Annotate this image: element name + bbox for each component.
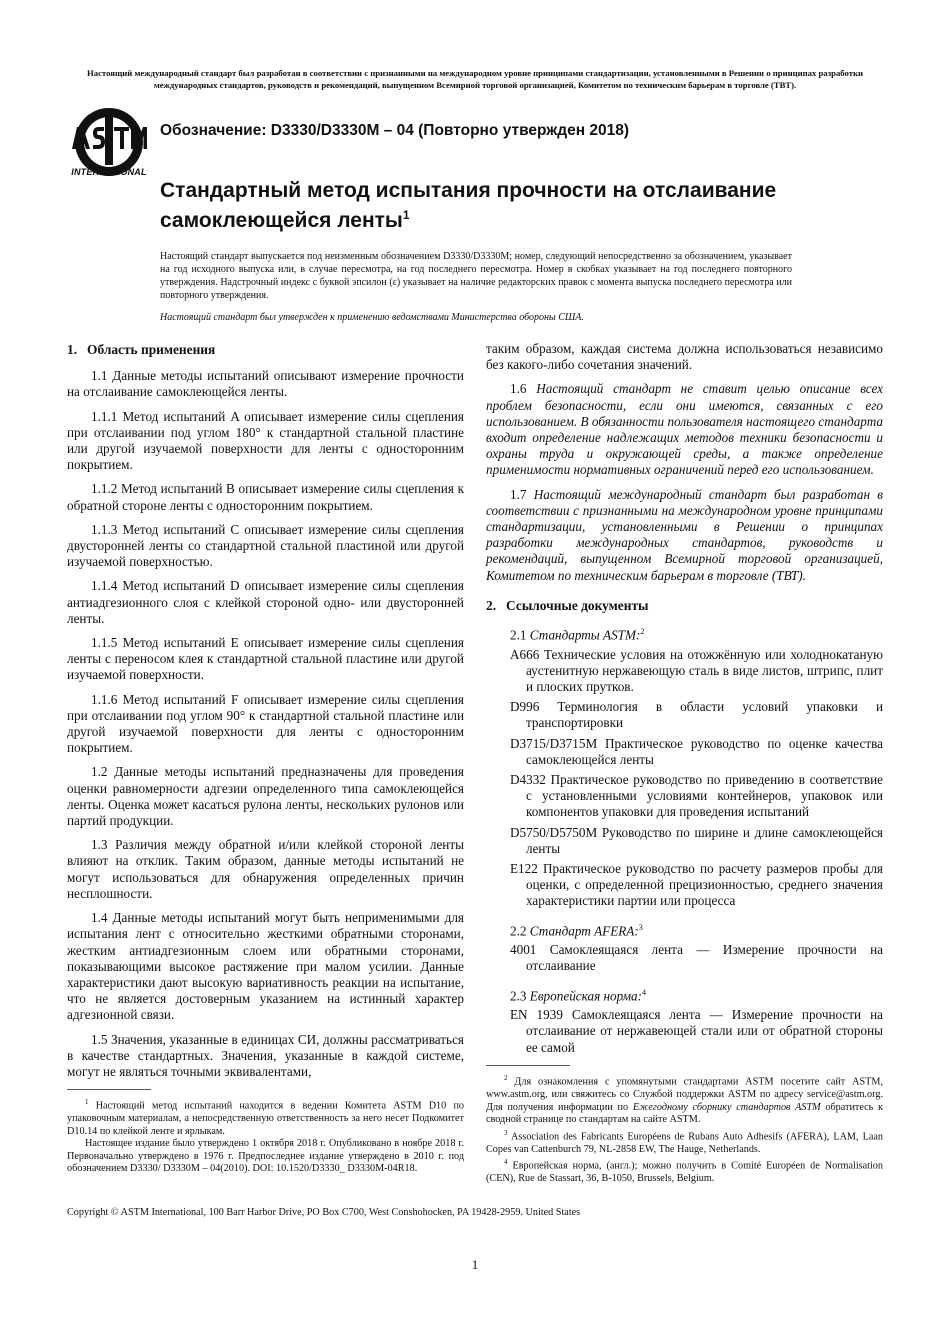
reference-item: D3715/D3715M Практическое руководство по оценке качества самоклеющейся ленты	[510, 735, 883, 767]
paragraph-1-6	[486, 381, 883, 478]
section-title: Ссылочные документы	[506, 597, 649, 613]
section-number: 2.	[486, 597, 497, 613]
paragraph-1-1-4: 1.1.4 Метод испытаний D описывает измерение силы сцепления антиадгезионного слоя с клейкой стороной одно- или двусторонней ленты.	[67, 578, 464, 626]
paragraph-1-1-6: 1.1.6 Метод испытаний F описывает измерение силы сцепления при отслаивании под углом 90° к стандартной стальной пластине или другой изучаемой поверхности для ленты с односторонним покрытием.	[67, 691, 464, 756]
reference-item: 4001 Самоклеящаяся лента — Измерение прочности на отслаивание	[510, 942, 883, 974]
astm-logo	[63, 105, 155, 181]
footnote-mark: 3	[638, 922, 643, 932]
footnote-text: Настоящий метод испытаний находится в ведении Комитета ASTM D10 по упаковочным материалам, а непосредственную ответственность за него несет Подкомитет D10.14 по клейкой ленте и ярлыкам.	[67, 1100, 464, 1137]
footnote-italic-text: Ежегодному сборнику стандартов ASTM	[632, 1101, 821, 1113]
paragraph-1-1-5: 1.1.5 Метод испытаний E описывает измерение силы сцепления ленты с переносом клея к стандартной стальной пластине или другой изучаемой поверхности.	[67, 635, 464, 683]
section-number: 1.	[67, 342, 78, 357]
top-notice: Настоящий международный стандарт был разработан в соответствии с признанными на международном уровне принципами стандартизации, установленными в Решении о принципах разработки международных стандартов, руководств и рекомендаций, выпущенном Всемирной торговой организацией, Комитетом по техническим барьерам в торговле (ТВТ).	[86, 68, 864, 90]
title-text: Стандартный метод испытания прочности на отслаивание самоклеющейся ленты	[160, 179, 777, 232]
paragraph-1-1: 1.1 Данные методы испытаний описывают измерение прочности на отслаивание самоклеющейся ленты.	[67, 368, 464, 400]
subsection-2-1	[486, 624, 883, 644]
footnote-text: обратитесь к сводной странице по стандартам на сайте ASTM.	[486, 1101, 883, 1126]
footnote-mark: 2	[640, 627, 645, 637]
reference-item: D996 Терминология в области условий упаковки и транспортировки	[510, 699, 883, 731]
footnote-text: Европейская норма, (англ.); можно получить в Comité Européen de Normalisation (CEN), Rue de Stassart, 36, B-1050, Brussels, Belgium.	[486, 1160, 883, 1185]
footnote-3	[486, 1127, 883, 1157]
page-title	[160, 178, 780, 233]
right-column	[486, 341, 883, 1060]
footnotes-right	[486, 1065, 883, 1186]
page-number: 1	[471, 1257, 479, 1272]
footnote-rule	[67, 1089, 151, 1090]
paragraph-text: Настоящий международный стандарт был разработан в соответствии с признанными на международном уровне принципами стандартизации, установленными в Решении о принципах разработки международных стандартов, руководств и рекомендаций, выпущенном Всемирной торговой организацией, Комитетом по техническим барьерам в торговле (ТВТ).	[486, 486, 883, 583]
subsection-number: 2.3	[510, 988, 527, 1004]
footnote-4	[486, 1156, 883, 1186]
section-2-heading	[486, 598, 883, 614]
paragraph-1-1-2: 1.1.2 Метод испытаний B описывает измерение силы сцепления к обратной стороне ленты с односторонним покрытием.	[67, 481, 464, 513]
paragraph-1-2: 1.2 Данные методы испытаний предназначены для проведения оценки равномерности адгезии определенного типа самоклеющейся ленты. Оценка может касаться рулона ленты, нескольких рулонов или партий продукции.	[67, 764, 464, 829]
intro-approval: Настоящий стандарт был утвержден к применению ведомствами Министерства обороны США.	[160, 312, 584, 323]
subsection-2-2	[486, 920, 883, 940]
reference-item: E122 Практическое руководство по расчету размеров пробы для оценки, с определенной прецизионностью, среднего значения характеристики партии или процесса	[510, 861, 883, 909]
footnote-mark: 4	[504, 1158, 508, 1167]
reference-item: D4332 Практическое руководство по приведению в соответствие с установленными условиями контейнеров, упаковок или компонентов упаковки для проведения испытаний	[510, 772, 883, 820]
intro-paragraph: Настоящий стандарт выпускается под неизменным обозначением D3330/D3330M; номер, следующий непосредственно за обозначением, указывает на год исходного выпуска или, в случае пересмотра, на год последнего пересмотра. Номер в скобках указывает на год последнего повторного утверждения. Надстрочный индекс с буквой эпсилон (ε) указывает на наличие редакторских правок с момента выпуска последнего пересмотра или повторного утверждения.	[160, 251, 792, 301]
footnote-rule	[486, 1065, 570, 1066]
footnote-mark: 1	[85, 1098, 89, 1106]
section-1-heading	[67, 342, 464, 358]
paragraph-1-1-1: 1.1.1 Метод испытаний A описывает измерение силы сцепления при отслаивании под углом 180° к стандартной стальной пластине или другой изучаемой поверхности для ленты с односторонним покрытием.	[67, 408, 464, 473]
paragraph-1-1-3: 1.1.3 Метод испытаний C описывает измерение силы сцепления двусторонней ленты со стандартной стальной пластиной или другой изучаемой поверхностью.	[67, 521, 464, 570]
footnote-2	[486, 1072, 883, 1127]
subsection-number: 2.1	[510, 627, 527, 643]
footnote-1b: Настоящее издание было утверждено 1 октября 2018 г. Опубликовано в ноябре 2018 г. Первоначально утверждено в 1976 г. Предпоследнее издание утверждено в 2010 г. под обозначением D3330/ D3330M – 04(2010). DOI: 10.1520/D3330_ D3330M-04R18.	[67, 1138, 464, 1175]
paragraph-1-5: 1.5 Значения, указанные в единицах СИ, должны рассматриваться в качестве стандартных. Значения, указанные в каждой системе, могут не являться точными эквивалентами,	[67, 1031, 464, 1079]
paragraph-text: Настоящий стандарт не ставит целью описание всех проблем безопасности, если они имеются, связанных с его использованием. В обязанности пользователя настоящего стандарта входит определение надлежащих методов техники безопасности и охраны труда и окружающей среды, а также определение применимости нормативных ограничений перед его использованием.	[486, 381, 884, 478]
footnote-mark: 2	[504, 1074, 508, 1082]
paragraph-1-7	[486, 487, 883, 584]
paragraph-1-4: 1.4 Данные методы испытаний могут быть неприменимыми для испытания лент с относительно жесткими обратными сторонами, жестким антиадгезионным слоем или обратными сторонами, показывающими высокое растяжение при малом усилии. Данные характеристики дают высокую вариативность реакции на испытание, что не является достоверным указанием на истинный характер адгезионной связи.	[67, 910, 464, 1023]
copyright-line: Copyright © ASTM International, 100 Barr Harbor Drive, PO Box C700, West Conshohocken, PA 19428-2959. United States	[67, 1207, 581, 1218]
footnote-1	[67, 1096, 464, 1138]
reference-item: EN 1939 Самоклеящаяся лента — Измерение прочности на отслаивание от нержавеющей стали или от обратной стороны ее самой	[510, 1007, 883, 1055]
paragraph-number: 1.7	[510, 486, 527, 502]
subsection-2-3	[486, 985, 883, 1005]
paragraph-1-5-cont: таким образом, каждая система должна использоваться независимо без какого-либо сочетания значений.	[486, 341, 883, 373]
paragraph-number: 1.6	[510, 381, 527, 397]
footnote-mark: 3	[504, 1128, 508, 1137]
title-footnote-mark: 1	[402, 208, 410, 222]
reference-item: D5750/D5750M Руководство по ширине и длине самоклеющейся ленты	[510, 824, 883, 856]
reference-item: A666 Технические условия на отожжённую или холоднокатаную аустенитную нержавеющую сталь в виде листов, штрипс, плит и плоских прутков.	[510, 646, 883, 695]
footnotes-left	[67, 1089, 464, 1176]
subsection-number: 2.2	[510, 923, 527, 939]
paragraph-1-3: 1.3 Различия между обратной и/или клейкой стороной ленты влияют на отклик. Таким образом, данные методы испытаний не могут использоваться для обнаружения определенных причин несплошности.	[67, 837, 464, 901]
subsection-title: Европейская норма:	[529, 988, 642, 1004]
designation: Обозначение: D3330/D3330M – 04 (Повторно утвержден 2018)	[160, 122, 630, 139]
footnote-text: Association des Fabricants Européens de Rubans Auto Adhesifs (AFERA), LAM, Laan Copes van Cattenburch 79, NL-2858 EW, The Hauge, Netherlands.	[486, 1131, 883, 1155]
section-title: Область применения	[87, 342, 216, 357]
subsection-title: Стандарты ASTM:	[529, 627, 641, 643]
footnote-mark: 4	[641, 987, 646, 997]
logo-caption: INTERNATIONAL	[71, 167, 147, 177]
left-column	[67, 341, 464, 1088]
subsection-title: Стандарт AFERA:	[529, 923, 639, 939]
footnote-text: Для ознакомления с упомянутыми стандартами ASTM посетите сайт ASTM, www.astm.org, или свяжитесь со Службой поддержки ASTM по адресу service@astm.org. Для получения информации по	[486, 1076, 884, 1113]
